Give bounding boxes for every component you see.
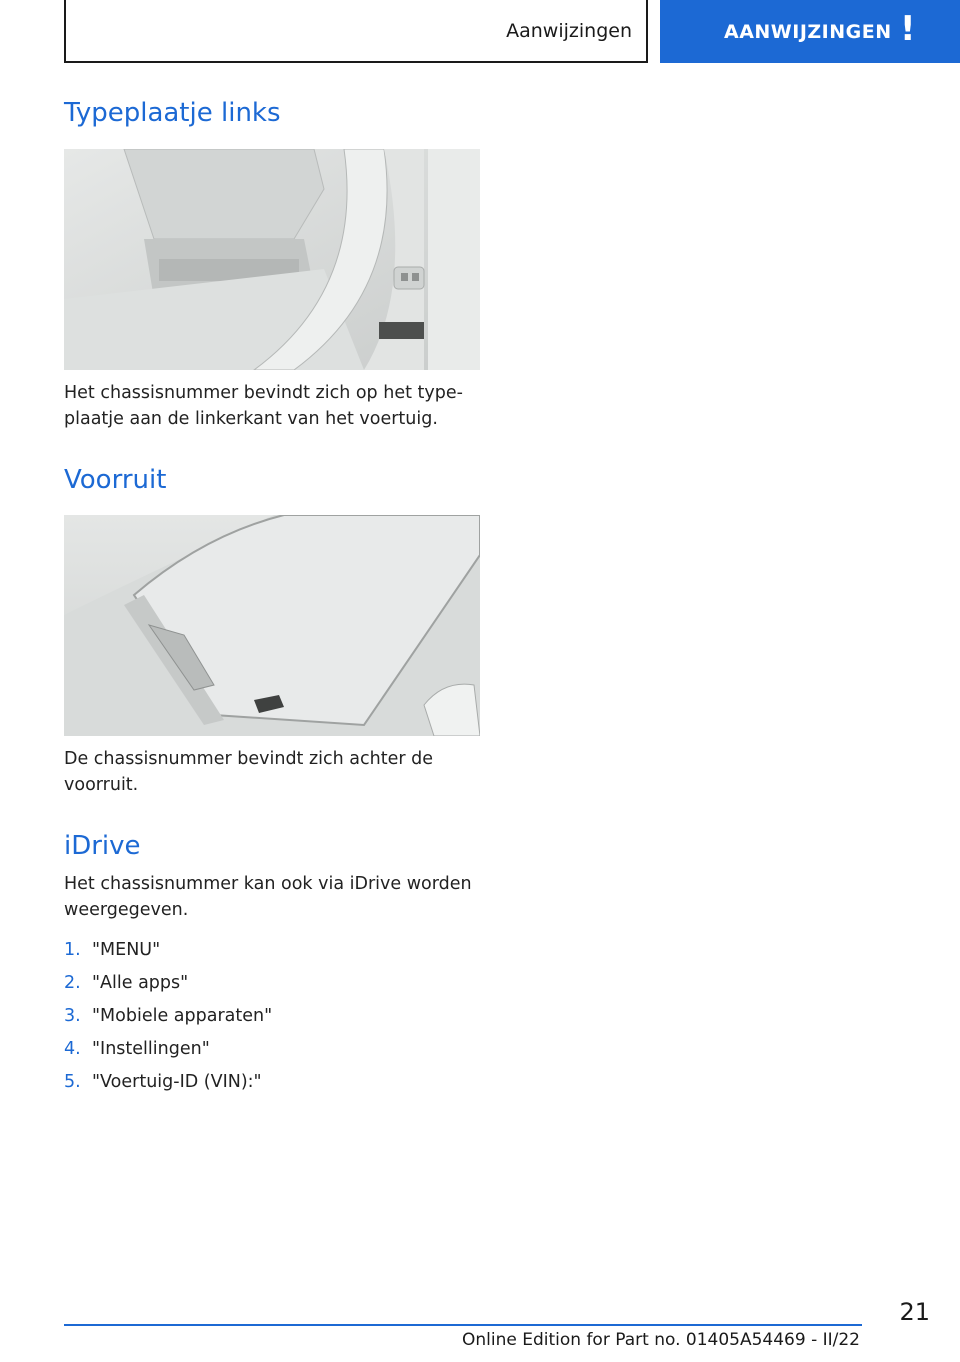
image-windshield [64,515,480,736]
step-number: 4. [64,1038,81,1059]
paragraph-line: plaatje aan de linkerkant van het voertuig. [64,409,438,429]
paragraph-line: voorruit. [64,775,139,795]
exclamation-icon: ! [899,9,916,49]
step-number: 2. [64,972,81,993]
heading-idrive: iDrive [64,831,141,861]
paragraph-voorruit [64,746,484,798]
image-door-pillar-plate [64,149,480,370]
list-item [64,999,272,1032]
paragraph-idrive [64,871,484,923]
step-number: 3. [64,1005,81,1026]
paragraph-line: De chassisnummer bevindt zich achter de [64,749,433,769]
heading-typeplaatje: Typeplaatje links [64,98,281,128]
step-label: "Mobiele apparaten" [92,1005,273,1026]
heading-voorruit: Voorruit [64,465,167,495]
step-label: "Alle apps" [92,972,189,993]
idrive-steps-list [64,933,272,1098]
footer-divider [64,1324,862,1326]
chapter-title: AANWIJZINGEN [724,20,892,43]
edition-footer: Online Edition for Part no. 01405A54469 - II/22 [461,1330,860,1350]
list-item [64,933,272,966]
paragraph-line: weergegeven. [64,900,189,920]
step-number: 1. [64,939,81,960]
list-item [64,1032,272,1065]
step-label: "Voertuig-ID (VIN):" [92,1071,262,1092]
paragraph-typeplaatje [64,380,484,432]
list-item [64,1065,272,1098]
page-number: 21 [899,1298,930,1326]
paragraph-line: Het chassisnummer kan ook via iDrive worden [64,874,472,894]
list-item [64,966,272,999]
paragraph-line: Het chassisnummer bevindt zich op het type- [64,383,463,403]
running-header-chapter [660,0,960,63]
step-number: 5. [64,1071,81,1092]
running-header-section [64,0,648,63]
step-label: "MENU" [92,939,161,960]
step-label: "Instellingen" [92,1038,210,1059]
section-title: Aanwijzingen [506,19,632,42]
